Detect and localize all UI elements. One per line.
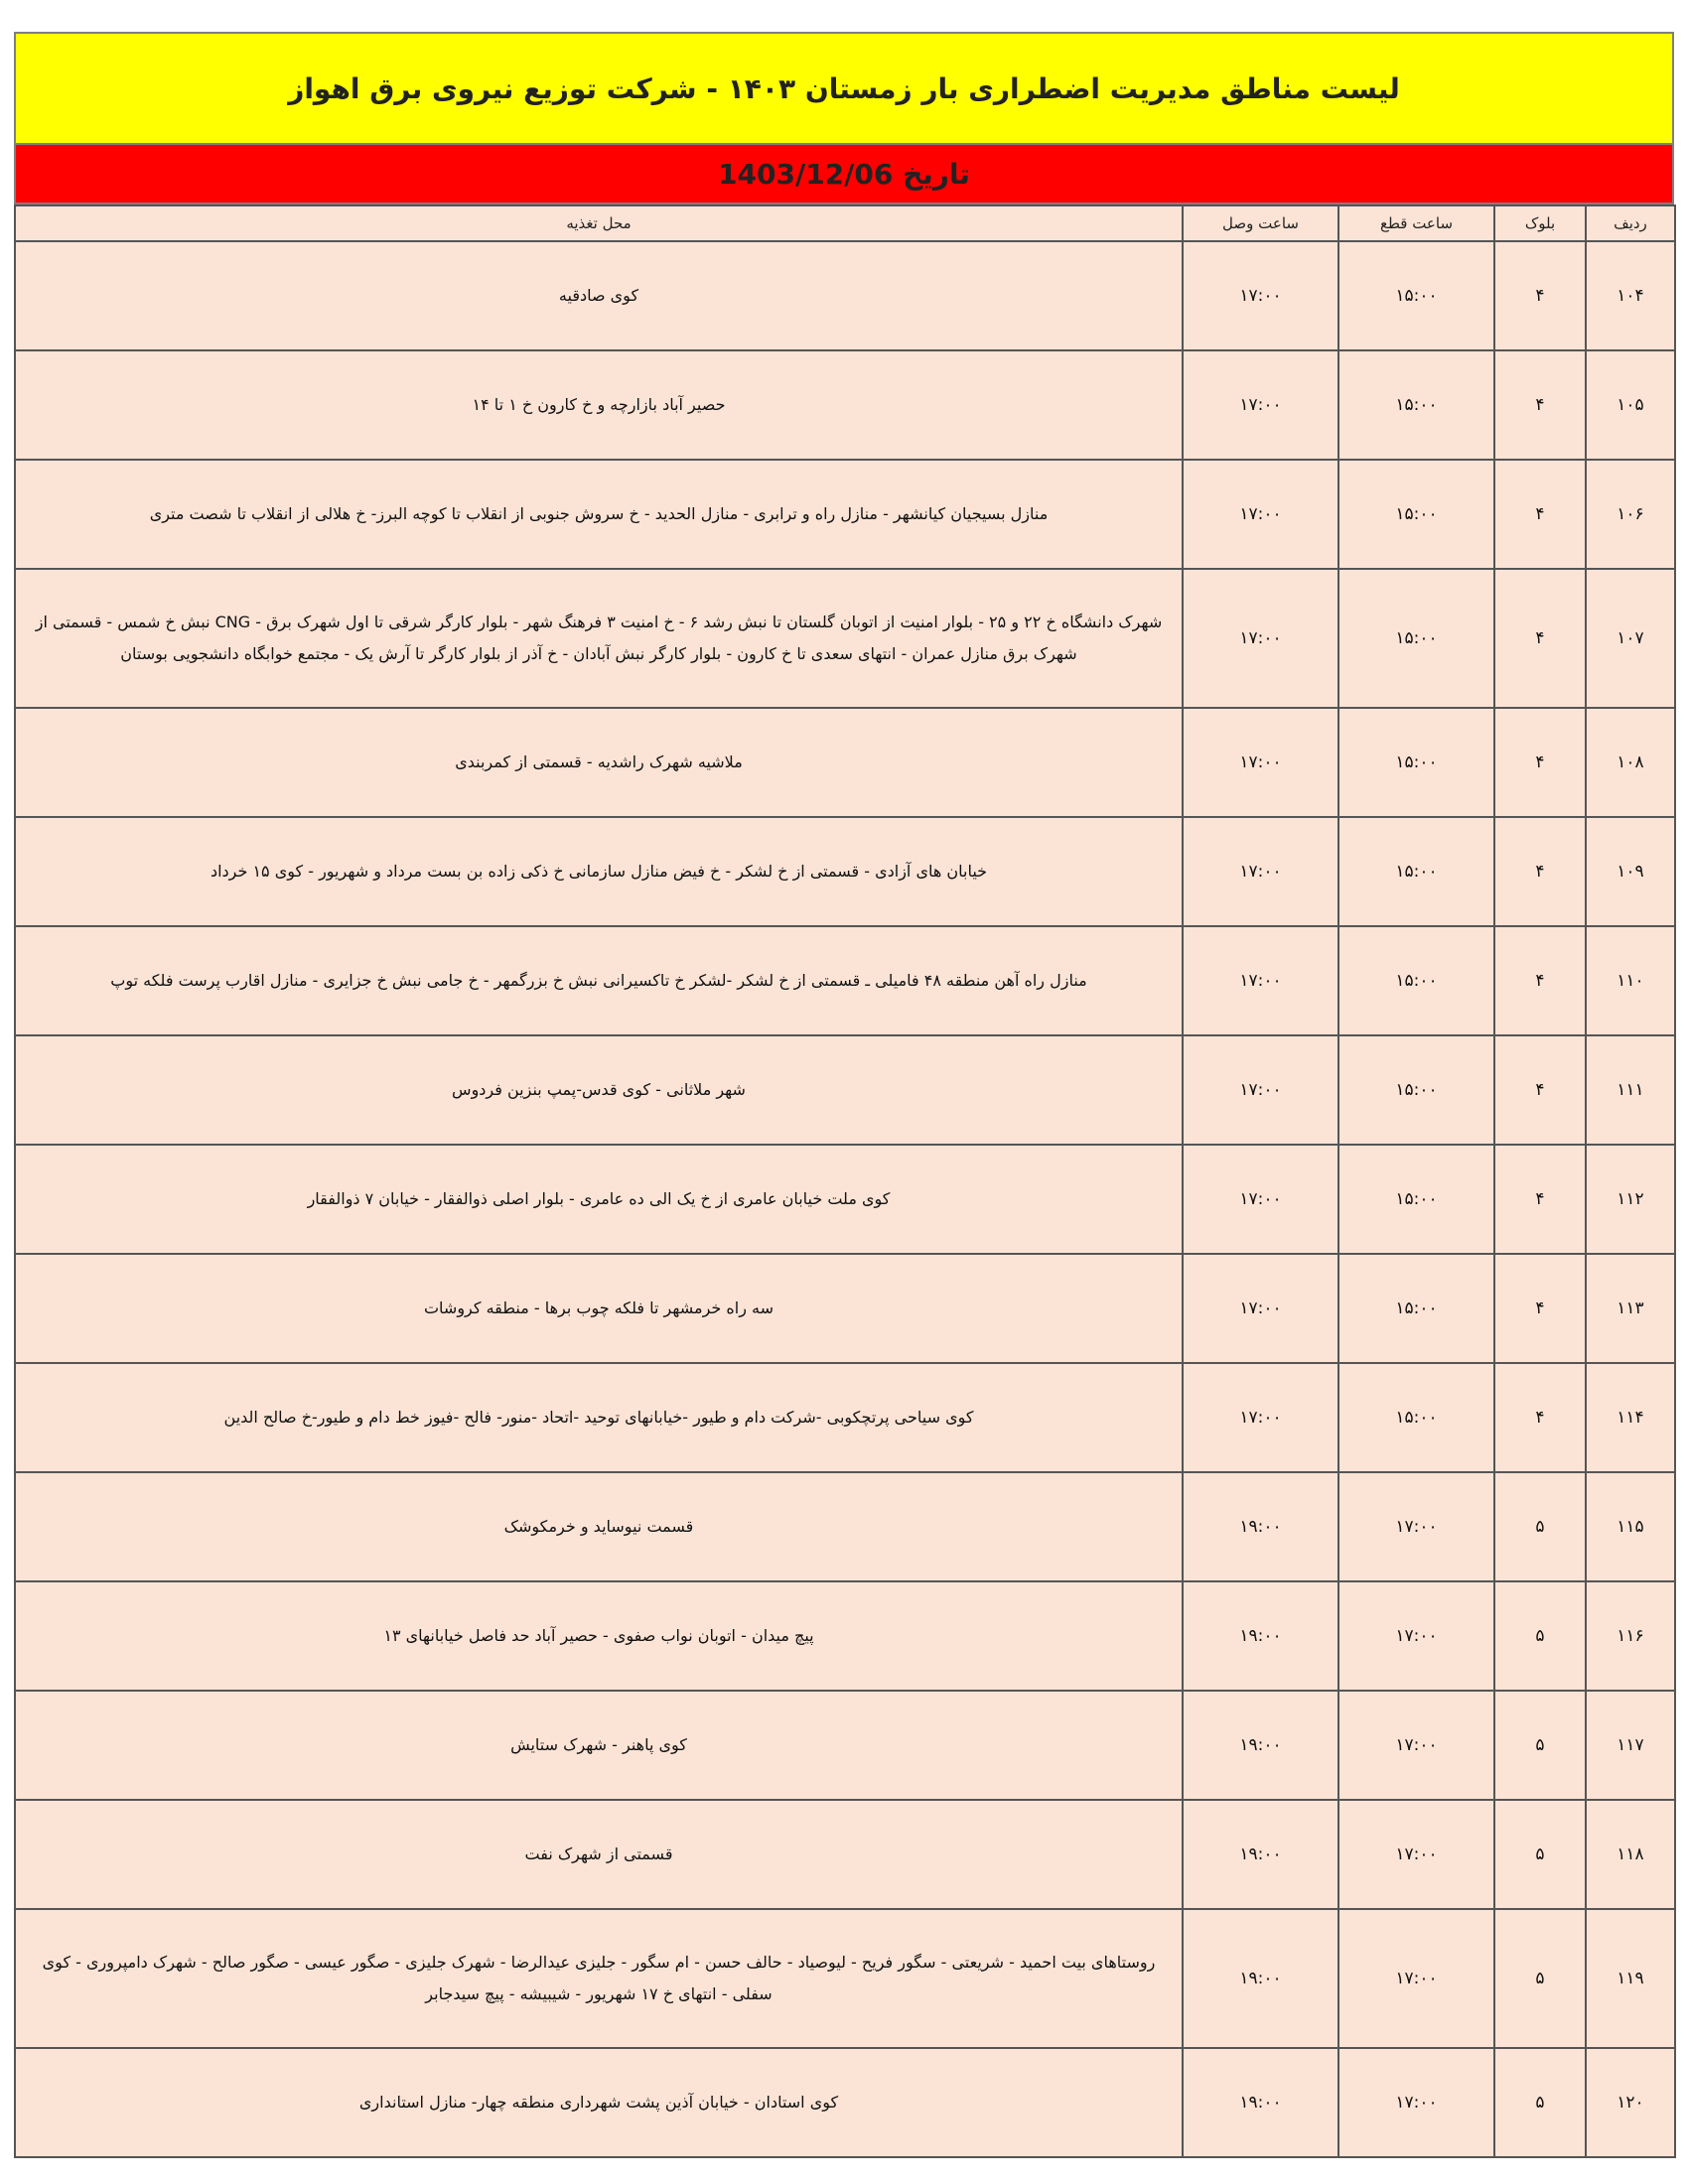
date-banner bbox=[14, 143, 1674, 205]
table-body bbox=[15, 241, 1675, 2157]
block-cell: ۴ bbox=[1494, 1145, 1586, 1254]
row-number-cell: ۱۱۷ bbox=[1586, 1691, 1675, 1800]
column-header-place: محل تغذیه bbox=[15, 205, 1183, 241]
block-cell: ۴ bbox=[1494, 708, 1586, 817]
cut-time-cell: ۱۵:۰۰ bbox=[1338, 241, 1494, 350]
connect-time-cell: ۱۹:۰۰ bbox=[1183, 1909, 1338, 2048]
connect-time-cell: ۱۷:۰۰ bbox=[1183, 1035, 1338, 1145]
place-cell: خیابان های آزادی - قسمتی از خ لشکر - خ فیض منازل سازمانی خ ذکی زاده بن بست مرداد و شهریور - کوی ۱۵ خرداد bbox=[15, 817, 1183, 926]
place-cell: کوی سیاحی پرتچکوبی -شرکت دام و طیور -خیابانهای توحید -اتحاد -منور- فالح -فیوز خط دام و طیور-خ صالح الدین bbox=[15, 1363, 1183, 1472]
block-cell: ۴ bbox=[1494, 1035, 1586, 1145]
place-cell: قسمتی از شهرک نفت bbox=[15, 1800, 1183, 1909]
connect-time-cell: ۱۷:۰۰ bbox=[1183, 569, 1338, 708]
connect-time-cell: ۱۹:۰۰ bbox=[1183, 1800, 1338, 1909]
table-row bbox=[15, 1691, 1675, 1800]
block-cell: ۴ bbox=[1494, 241, 1586, 350]
place-cell: منازل بسیجیان کیانشهر - منازل راه و ترابری - منازل الحدید - خ سروش جنوبی از انقلاب تا کوچه البرز- خ هلالی از انقلاب تا شصت متری bbox=[15, 460, 1183, 569]
row-number-cell: ۱۲۰ bbox=[1586, 2048, 1675, 2157]
cut-time-cell: ۱۷:۰۰ bbox=[1338, 1800, 1494, 1909]
connect-time-cell: ۱۷:۰۰ bbox=[1183, 1363, 1338, 1472]
block-cell: ۴ bbox=[1494, 350, 1586, 460]
schedule-sheet bbox=[14, 32, 1674, 2158]
block-cell: ۵ bbox=[1494, 2048, 1586, 2157]
row-number-cell: ۱۱۰ bbox=[1586, 926, 1675, 1035]
row-number-cell: ۱۱۵ bbox=[1586, 1472, 1675, 1581]
table-row bbox=[15, 1800, 1675, 1909]
connect-time-cell: ۱۹:۰۰ bbox=[1183, 1691, 1338, 1800]
block-cell: ۴ bbox=[1494, 569, 1586, 708]
table-row bbox=[15, 569, 1675, 708]
table-row bbox=[15, 817, 1675, 926]
connect-time-cell: ۱۷:۰۰ bbox=[1183, 1145, 1338, 1254]
table-row bbox=[15, 1035, 1675, 1145]
cut-time-cell: ۱۷:۰۰ bbox=[1338, 1691, 1494, 1800]
row-number-cell: ۱۱۶ bbox=[1586, 1581, 1675, 1691]
cut-time-cell: ۱۷:۰۰ bbox=[1338, 1472, 1494, 1581]
row-number-cell: ۱۰۴ bbox=[1586, 241, 1675, 350]
table-row bbox=[15, 350, 1675, 460]
block-cell: ۴ bbox=[1494, 926, 1586, 1035]
cut-time-cell: ۱۵:۰۰ bbox=[1338, 1254, 1494, 1363]
table-row bbox=[15, 241, 1675, 350]
block-cell: ۵ bbox=[1494, 1581, 1586, 1691]
block-cell: ۵ bbox=[1494, 1691, 1586, 1800]
place-cell: کوی استادان - خیابان آذین پشت شهرداری منطقه چهار- منازل استانداری bbox=[15, 2048, 1183, 2157]
table-row bbox=[15, 460, 1675, 569]
row-number-cell: ۱۰۸ bbox=[1586, 708, 1675, 817]
place-cell: کوی پاهنر - شهرک ستایش bbox=[15, 1691, 1183, 1800]
row-number-cell: ۱۱۱ bbox=[1586, 1035, 1675, 1145]
place-cell: منازل راه آهن منطقه ۴۸ فامیلی ـ قسمتی از خ لشکر -لشکر خ تاکسیرانی نبش خ بزرگمهر - خ جامی نبش خ جزایری - منازل اقارب پرست فلکه توپ bbox=[15, 926, 1183, 1035]
place-cell: پیچ میدان - اتوبان نواب صفوی - حصیر آباد حد فاصل خیابانهای ۱۳ bbox=[15, 1581, 1183, 1691]
outage-table bbox=[14, 205, 1676, 2158]
table-row bbox=[15, 1581, 1675, 1691]
place-cell: سه راه خرمشهر تا فلکه چوب برها - منطقه کروشات bbox=[15, 1254, 1183, 1363]
connect-time-cell: ۱۹:۰۰ bbox=[1183, 1472, 1338, 1581]
cut-time-cell: ۱۵:۰۰ bbox=[1338, 460, 1494, 569]
cut-time-cell: ۱۷:۰۰ bbox=[1338, 1909, 1494, 2048]
column-header-cut-time: ساعت قطع bbox=[1338, 205, 1494, 241]
table-row bbox=[15, 1145, 1675, 1254]
cut-time-cell: ۱۵:۰۰ bbox=[1338, 1145, 1494, 1254]
block-cell: ۵ bbox=[1494, 1472, 1586, 1581]
place-cell: شهر ملاثانی - کوی قدس-پمپ بنزین فردوس bbox=[15, 1035, 1183, 1145]
page-title-text: لیست مناطق مدیریت اضطراری بار زمستان ۱۴۰۳ - شرکت توزیع نیروی برق اهواز bbox=[288, 71, 1400, 105]
table-row bbox=[15, 926, 1675, 1035]
connect-time-cell: ۱۹:۰۰ bbox=[1183, 2048, 1338, 2157]
row-number-cell: ۱۱۹ bbox=[1586, 1909, 1675, 2048]
date-label: تاریخ 1403/12/06 bbox=[718, 157, 970, 191]
row-number-cell: ۱۱۴ bbox=[1586, 1363, 1675, 1472]
place-cell: روستاهای بیت احمید - شریعتی - سگور فریح - لیوصیاد - حالف حسن - ام سگور - جلیزی عیدالرضا - شهرک جلیزی - صگور عیسی - صگور صالح - شهرک دامپروری - کوی سفلی - انتهای خ ۱۷ شهریور - شیبیشه - پیچ سیدجابر bbox=[15, 1909, 1183, 2048]
table-row bbox=[15, 2048, 1675, 2157]
row-number-cell: ۱۱۳ bbox=[1586, 1254, 1675, 1363]
connect-time-cell: ۱۷:۰۰ bbox=[1183, 460, 1338, 569]
place-cell: قسمت نیوساید و خرمکوشک bbox=[15, 1472, 1183, 1581]
block-cell: ۴ bbox=[1494, 1363, 1586, 1472]
connect-time-cell: ۱۷:۰۰ bbox=[1183, 1254, 1338, 1363]
place-cell: کوی صادقیه bbox=[15, 241, 1183, 350]
place-cell: ملاشیه شهرک راشدیه - قسمتی از کمربندی bbox=[15, 708, 1183, 817]
cut-time-cell: ۱۵:۰۰ bbox=[1338, 817, 1494, 926]
connect-time-cell: ۱۷:۰۰ bbox=[1183, 926, 1338, 1035]
cut-time-cell: ۱۷:۰۰ bbox=[1338, 2048, 1494, 2157]
connect-time-cell: ۱۹:۰۰ bbox=[1183, 1581, 1338, 1691]
cut-time-cell: ۱۵:۰۰ bbox=[1338, 350, 1494, 460]
cut-time-cell: ۱۵:۰۰ bbox=[1338, 1035, 1494, 1145]
block-cell: ۵ bbox=[1494, 1909, 1586, 2048]
table-row bbox=[15, 1254, 1675, 1363]
cut-time-cell: ۱۵:۰۰ bbox=[1338, 708, 1494, 817]
place-cell: شهرک دانشگاه خ ۲۲ و ۲۵ - بلوار امنیت از اتوبان گلستان تا نبش رشد ۶ - خ امنیت ۳ فرهنگ شهر - بلوار کارگر شرقی تا اول شهرک برق - CNG نبش خ شمس - قسمتی از شهرک برق منازل عمران - انتهای سعدی تا خ کارون - بلوار کارگر نبش آبادان - خ آذر از بلوار کارگر تا آرش یک - مجتمع خوابگاه دانشجویی بوستان bbox=[15, 569, 1183, 708]
block-cell: ۴ bbox=[1494, 817, 1586, 926]
row-number-cell: ۱۰۷ bbox=[1586, 569, 1675, 708]
cut-time-cell: ۱۵:۰۰ bbox=[1338, 569, 1494, 708]
row-number-cell: ۱۰۵ bbox=[1586, 350, 1675, 460]
block-cell: ۴ bbox=[1494, 1254, 1586, 1363]
block-cell: ۵ bbox=[1494, 1800, 1586, 1909]
page-title bbox=[14, 32, 1674, 143]
row-number-cell: ۱۱۲ bbox=[1586, 1145, 1675, 1254]
connect-time-cell: ۱۷:۰۰ bbox=[1183, 350, 1338, 460]
column-header-connect-time: ساعت وصل bbox=[1183, 205, 1338, 241]
cut-time-cell: ۱۵:۰۰ bbox=[1338, 926, 1494, 1035]
place-cell: کوی ملت خیابان عامری از خ یک الی ده عامری - بلوار اصلی ذوالفقار - خیابان ۷ ذوالفقار bbox=[15, 1145, 1183, 1254]
table-row bbox=[15, 1909, 1675, 2048]
connect-time-cell: ۱۷:۰۰ bbox=[1183, 708, 1338, 817]
place-cell: حصیر آباد بازارچه و خ کارون خ ۱ تا ۱۴ bbox=[15, 350, 1183, 460]
row-number-cell: ۱۰۹ bbox=[1586, 817, 1675, 926]
column-header-block: بلوک bbox=[1494, 205, 1586, 241]
cut-time-cell: ۱۵:۰۰ bbox=[1338, 1363, 1494, 1472]
column-header-row-number: ردیف bbox=[1586, 205, 1675, 241]
table-row bbox=[15, 1363, 1675, 1472]
block-cell: ۴ bbox=[1494, 460, 1586, 569]
table-row bbox=[15, 1472, 1675, 1581]
table-row bbox=[15, 708, 1675, 817]
row-number-cell: ۱۰۶ bbox=[1586, 460, 1675, 569]
connect-time-cell: ۱۷:۰۰ bbox=[1183, 817, 1338, 926]
row-number-cell: ۱۱۸ bbox=[1586, 1800, 1675, 1909]
connect-time-cell: ۱۷:۰۰ bbox=[1183, 241, 1338, 350]
table-header-row bbox=[15, 205, 1675, 241]
cut-time-cell: ۱۷:۰۰ bbox=[1338, 1581, 1494, 1691]
